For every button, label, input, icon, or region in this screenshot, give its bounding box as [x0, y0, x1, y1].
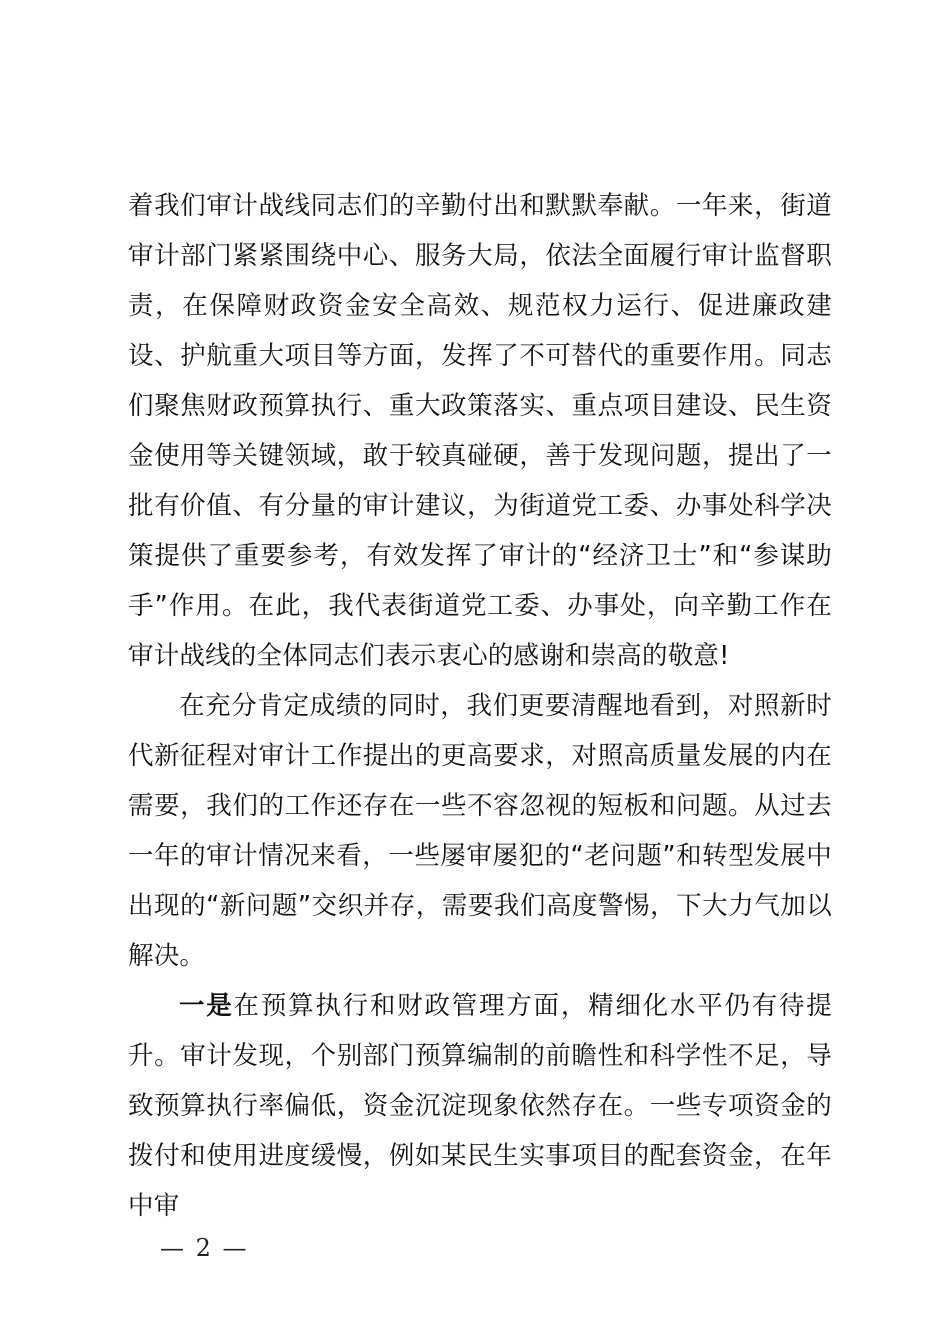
page-number: — 2 —: [160, 1234, 249, 1262]
paragraph-1-text: 着我们审计战线同志们的辛勤付出和默默奉献。一年来，街道审计部门紧紧围绕中心、服务大局，依法全面履行审计监督职责，在保障财政资金安全高效、规范权力运行、促进廉政建设、护航重大项目等方面，发挥了不可替代的重要作用。同志们聚焦财政预算执行、重大政策落实、重点项目建设、民生资金使用等关键领域，敢于较真碰硬，善于发现问题，提出了一批有价值、有分量的审计建议，为街道党工委、办事处科学决策提供了重要参考，有效发挥了审计的“经济卫士”和“参谋助手”作用。在此，我代表街道党工委、办事处，向辛勤工作在审计战线的全体同志们表示衷心的感谢和崇高的敬意!: [128, 191, 832, 671]
document-body: [128, 181, 832, 1231]
paragraph-3-text: 在预算执行和财政管理方面，精细化水平仍有待提升。审计发现，个别部门预算编制的前瞻性和科学性不足，导致预算执行率偏低，资金沉淀现象依然存在。一些专项资金的拨付和使用进度缓慢，例如某民生实事项目的配套资金，在年中审: [128, 991, 832, 1221]
paragraph-2-text: 在充分肯定成绩的同时，我们更要清醒地看到，对照新时代新征程对审计工作提出的更高要求，对照高质量发展的内在需要，我们的工作还存在一些不容忽视的短板和问题。从过去一年的审计情况来看，一些屡审屡犯的“老问题”和转型发展中出现的“新问题”交织并存，需要我们高度警惕，下大力气加以解决。: [128, 691, 832, 971]
paragraph-3-lead: 一是: [179, 991, 234, 1021]
paragraph-2: [128, 681, 832, 981]
paragraph-3: [128, 981, 832, 1231]
paragraph-1: [128, 181, 832, 681]
